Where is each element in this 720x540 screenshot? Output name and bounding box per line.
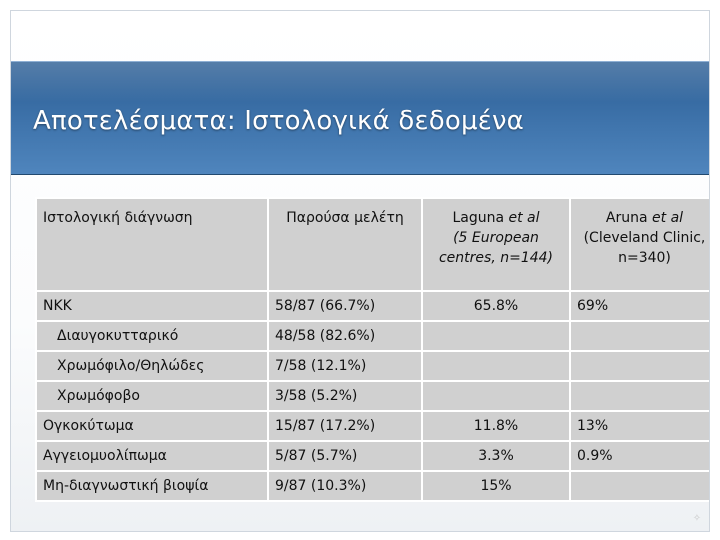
row-aruna [570, 471, 710, 501]
row-laguna: 15% [422, 471, 570, 501]
header-diagnosis: Ιστολογική διάγνωση [36, 198, 268, 291]
row-aruna: 0.9% [570, 441, 710, 471]
table-row [36, 471, 710, 501]
header-aruna-name: Aruna [605, 210, 653, 226]
table-row [36, 441, 710, 471]
row-present: 48/58 (82.6%) [268, 321, 422, 351]
row-laguna: 3.3% [422, 441, 570, 471]
results-table [35, 197, 710, 502]
row-laguna [422, 351, 570, 381]
table-row [36, 321, 710, 351]
slide-frame [10, 10, 710, 532]
header-laguna [422, 198, 570, 291]
table-row [36, 381, 710, 411]
row-label: Αγγειομυολίπωμα [36, 441, 268, 471]
row-present: 3/58 (5.2%) [268, 381, 422, 411]
header-aruna [570, 198, 710, 291]
row-label: NKK [36, 291, 268, 321]
row-laguna: 11.8% [422, 411, 570, 441]
table-row [36, 411, 710, 441]
table-row [36, 291, 710, 321]
row-aruna [570, 381, 710, 411]
row-aruna [570, 321, 710, 351]
row-aruna [570, 351, 710, 381]
row-aruna: 13% [570, 411, 710, 441]
row-present: 5/87 (5.7%) [268, 441, 422, 471]
row-label: Ογκοκύτωμα [36, 411, 268, 441]
header-laguna-etal: et al [508, 210, 540, 226]
row-aruna: 69% [570, 291, 710, 321]
table-header-row [36, 198, 710, 291]
row-laguna [422, 321, 570, 351]
row-laguna [422, 381, 570, 411]
row-laguna: 65.8% [422, 291, 570, 321]
row-present: 9/87 (10.3%) [268, 471, 422, 501]
title-bar [11, 61, 709, 175]
row-label: Χρωμόφοβο [36, 381, 268, 411]
row-label: Μη-διαγνωστική βιοψία [36, 471, 268, 501]
header-present-study: Παρούσα μελέτη [268, 198, 422, 291]
row-present: 7/58 (12.1%) [268, 351, 422, 381]
header-aruna-etal: et al [652, 210, 684, 226]
header-laguna-detail: (5 European centres, n=144) [438, 230, 554, 266]
table-row [36, 351, 710, 381]
row-label: Χρωμόφιλο/Θηλώδες [36, 351, 268, 381]
row-label: Διαυγοκυτταρικό [36, 321, 268, 351]
slide-title: Αποτελέσματα: Ιστολογικά δεδομένα [33, 106, 525, 136]
row-present: 15/87 (17.2%) [268, 411, 422, 441]
row-present: 58/87 (66.7%) [268, 291, 422, 321]
corner-mark-icon: ✧ [692, 513, 702, 524]
header-aruna-detail: (Cleveland Clinic, n=340) [583, 230, 706, 266]
header-laguna-name: Laguna [452, 210, 509, 226]
